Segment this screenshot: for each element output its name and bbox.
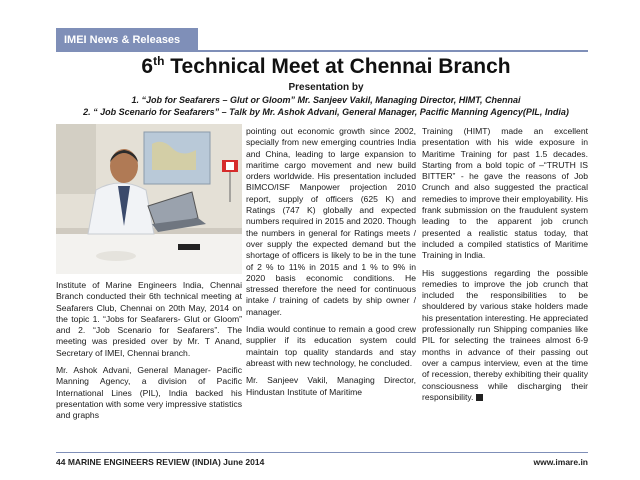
column-3 [422,126,588,409]
talk-2: 2. “ Job Scenario for Seafarers” – Talk by Mr. Ashok Advani, General Manager, Pacific Manning Agency(PIL, India) [83,107,569,117]
header-rule [198,50,588,52]
column-1 [56,280,242,428]
end-mark-icon [476,394,483,401]
column-2 [246,126,416,404]
speaker-photo-illustration [56,124,242,274]
paragraph: Institute of Marine Engineers India, Chennai Branch conducted their 6th technical meeting at Seafarers Club, Chennai on 20th May, 2014 on the topic 1. “Jobs for Seafarers- Glut or Gloom” and 2. “Job Scenario for Seafarers”. The meeting was presided over by Mr. T Anand, Secretary of IMEI, Chennai branch. [56,280,242,358]
paragraph: Training (HIMT) made an excellent presentation with his wide exposure in Maritime Training for past 1.5 decades. Starting from a bold topic of –“TRUTH IS BITTER” - he gave the reasons of Job Crunch and also suggested the practical remedies to improve their employability. His frank submission on the fraudulent system leading to the apparent job crunch presented a realistic status today, that included a compiled statistics of Maritime Training in India. [422,126,588,261]
paragraph: pointing out economic growth since 2002, specially from new emerging countries India and China, leading to large expansion to maritime cargo movement and new build orders worldwide. His presentation included BIMCO/ISF Manpower projection 2010 report, supply of officers (625 K) and Ratings (747 K) globally and expected numbers required in 2015 and 2020. Though the numbers in general for Ratings meets / over supply the expected demand but the shortage of officers is likely to be in the tune of 2 % to 11% in 2015 and 1 % to 9% in 2020 basis economic conditions. He stressed therefore the need for continuous intake / training of cadets by ship owner / manager. [246,126,416,317]
footer-page-info: 44 MARINE ENGINEERS REVIEW (INDIA) June 2014 [56,457,265,467]
section-tab: IMEI News & Releases [56,28,198,52]
paragraph: His suggestions regarding the possible remedies to improve the job crunch that included the responsibilities to be shouldered by various stake holders made his presentation interesting. He appreciated professionally run Shipping companies like PIL for selecting the trainees almost 6-9 months in advance of their passing out over a campus interview, even at the time of recession, thereby exhibiting their quality consciousness while discharging their responsibility. [422,267,588,402]
paragraph: Mr. Sanjeev Vakil, Managing Director, Hindustan Institute of Maritime [246,375,416,397]
presentation-by: Presentation by [288,82,364,93]
article-title: 6th Technical Meet at Chennai Branch [141,54,511,78]
footer-website[interactable]: www.imare.in [533,457,588,467]
paragraph: Mr. Ashok Advani, General Manager- Pacific Manning Agency, a division of Pacific International Lines (PIL), India backed his presentation with some very impressive statistics and graphs [56,365,242,421]
speaker-photo [56,124,242,274]
paragraph: India would continue to remain a good crew supplier if its education system could maintain top quality standards and stay abreast with new technology, he concluded. [246,324,416,368]
footer-rule [56,452,588,453]
talk-1: 1. “Job for Seafarers – Glut or Gloom” Mr. Sanjeev Vakil, Managing Director, HIMT, Chennai [131,95,521,105]
